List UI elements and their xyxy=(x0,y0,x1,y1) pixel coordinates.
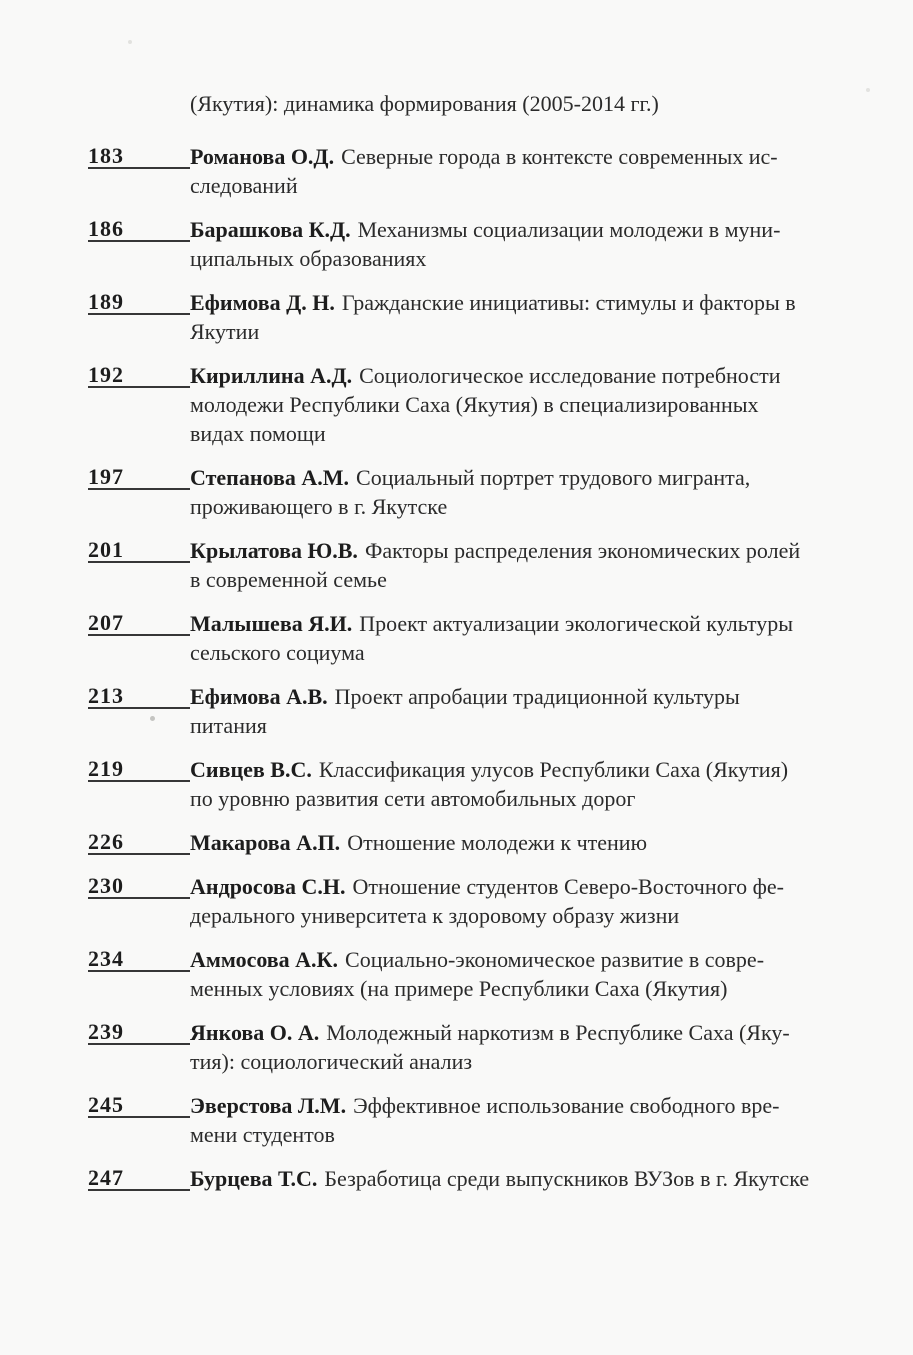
toc-entry-body xyxy=(190,361,833,448)
toc-title-text: Отношение студентов Северо-Восточного фе- xyxy=(352,874,784,899)
toc-author: Макарова А.П. xyxy=(190,830,341,855)
toc-page-number: 213 xyxy=(88,682,190,709)
toc-entry xyxy=(88,1018,833,1076)
toc-entry xyxy=(88,828,833,857)
toc-page-number: 183 xyxy=(88,142,190,169)
toc-author: Ефимова Д. Н. xyxy=(190,290,335,315)
toc-entry-body xyxy=(190,828,833,857)
toc-page-number: 245 xyxy=(88,1091,190,1118)
toc-page-number: 234 xyxy=(88,945,190,972)
toc-author: Степанова А.М. xyxy=(190,465,350,490)
toc-entry-line xyxy=(190,536,833,565)
toc-title-text: Проект актуализации экологической культуры xyxy=(359,611,793,636)
toc-continuation-line: (Якутия): динамика формирования (2005-2014 гг.) xyxy=(190,91,659,116)
toc-page-number: 239 xyxy=(88,1018,190,1045)
toc-entry xyxy=(88,609,833,667)
toc-author: Андросова С.Н. xyxy=(190,874,346,899)
toc-entry-body xyxy=(190,463,833,521)
toc-page-number: 247 xyxy=(88,1164,190,1191)
toc-entry-line xyxy=(190,361,833,390)
toc-entry-body xyxy=(190,945,833,1003)
toc-entry-line: проживающего в г. Якутске xyxy=(190,494,448,519)
toc-entry-body xyxy=(190,1091,833,1149)
toc-entry-line xyxy=(190,609,833,638)
toc-title-text: Безработица среди выпускников ВУЗов в г. Якутске xyxy=(324,1166,810,1191)
toc-page-number: 192 xyxy=(88,361,190,388)
toc-entry xyxy=(88,288,833,346)
toc-entry-line xyxy=(190,682,833,711)
toc-entry-line xyxy=(190,1164,833,1193)
toc-entry xyxy=(88,536,833,594)
toc-entry-line xyxy=(190,215,833,244)
toc-entry-body xyxy=(190,1018,833,1076)
toc-entry-line: ципальных образованиях xyxy=(190,246,427,271)
toc-author: Эверстова Л.М. xyxy=(190,1093,347,1118)
toc-entry-line: дерального университета к здоровому образу жизни xyxy=(190,903,680,928)
toc-entry xyxy=(88,215,833,273)
toc-author: Бурцева Т.С. xyxy=(190,1166,318,1191)
toc-author: Крылатова Ю.В. xyxy=(190,538,358,563)
toc-title-text: Молодежный наркотизм в Республике Саха (Яку- xyxy=(326,1020,790,1045)
toc-entry-line: следований xyxy=(190,173,298,198)
toc-entry-line xyxy=(190,1091,833,1120)
scan-speck xyxy=(150,716,155,721)
toc-entry xyxy=(88,463,833,521)
toc-page-number: 219 xyxy=(88,755,190,782)
toc-title-text: Социально-экономическое развитие в совре- xyxy=(345,947,765,972)
toc-title-text: Классификация улусов Республики Саха (Якутия) xyxy=(318,757,789,782)
toc-entry-line xyxy=(190,945,833,974)
toc-author: Барашкова К.Д. xyxy=(190,217,351,242)
toc-page-number: 189 xyxy=(88,288,190,315)
toc-entry-body xyxy=(190,872,833,930)
toc-author: Аммосова А.К. xyxy=(190,947,339,972)
toc-entry xyxy=(88,682,833,740)
toc-title-text: Эффективное использование свободного вре- xyxy=(353,1093,780,1118)
toc-entry-line: сельского социума xyxy=(190,640,365,665)
toc-page-number: 226 xyxy=(88,828,190,855)
toc-entry-line: по уровню развития сети автомобильных дорог xyxy=(190,786,636,811)
toc-entry-line: тия): социологический анализ xyxy=(190,1049,473,1074)
toc-author: Янкова О. А. xyxy=(190,1020,320,1045)
toc-entry-line xyxy=(190,288,833,317)
toc-entry-body xyxy=(190,682,833,740)
toc-entry-body xyxy=(190,288,833,346)
toc-page-number: 197 xyxy=(88,463,190,490)
toc-title-text: Северные города в контексте современных ис- xyxy=(341,144,778,169)
toc-entry-line xyxy=(190,463,833,492)
toc-entry xyxy=(88,1164,833,1193)
toc-page-number: 186 xyxy=(88,215,190,242)
toc-title-text: Социальный портрет трудового мигранта, xyxy=(356,465,751,490)
toc-entry-line xyxy=(190,142,833,171)
toc-title-text: Факторы распределения экономических ролей xyxy=(364,538,801,563)
toc-entry-line xyxy=(190,828,833,857)
toc-author: Ефимова А.В. xyxy=(190,684,328,709)
toc-entry xyxy=(88,142,833,200)
scan-speck xyxy=(128,40,132,44)
toc-page-number: 207 xyxy=(88,609,190,636)
toc-page-number: 230 xyxy=(88,872,190,899)
toc-entry-body xyxy=(190,1164,833,1193)
toc-entry-body xyxy=(190,755,833,813)
scan-speck xyxy=(866,88,870,92)
toc-entry-line: менных условиях (на примере Республики Саха (Якутия) xyxy=(190,976,728,1001)
toc-entry-line: мени студентов xyxy=(190,1122,335,1147)
toc-entry-line: молодежи Республики Саха (Якутия) в специализированных xyxy=(190,392,759,417)
toc-entry xyxy=(88,872,833,930)
toc-entry-line: видах помощи xyxy=(190,421,326,446)
toc-author: Малышева Я.И. xyxy=(190,611,353,636)
toc-author: Кириллина А.Д. xyxy=(190,363,353,388)
toc-author: Романова О.Д. xyxy=(190,144,335,169)
toc-title-text: Отношение молодежи к чтению xyxy=(347,830,648,855)
toc-entry-line xyxy=(190,872,833,901)
toc-title-text: Социологическое исследование потребности xyxy=(359,363,781,388)
toc-entry-line: Якутии xyxy=(190,319,260,344)
toc-title-text: Проект апробации традиционной культуры xyxy=(334,684,740,709)
toc-entry-line xyxy=(190,755,833,784)
toc-entry-body xyxy=(190,142,833,200)
toc-page-number: 201 xyxy=(88,536,190,563)
toc-entry-line: питания xyxy=(190,713,267,738)
toc-entry xyxy=(88,361,833,448)
toc-entry-line xyxy=(190,1018,833,1047)
toc-entry-body xyxy=(190,609,833,667)
toc-entry xyxy=(88,755,833,813)
toc-author: Сивцев В.С. xyxy=(190,757,312,782)
toc-entry-body xyxy=(190,215,833,273)
toc-title-text: Механизмы социализации молодежи в муни- xyxy=(357,217,781,242)
toc-entry xyxy=(88,1091,833,1149)
toc-title-text: Гражданские инициативы: стимулы и факторы в xyxy=(341,290,796,315)
toc-entry-line: в современной семье xyxy=(190,567,387,592)
toc-entry-body xyxy=(190,536,833,594)
toc-entry xyxy=(88,945,833,1003)
